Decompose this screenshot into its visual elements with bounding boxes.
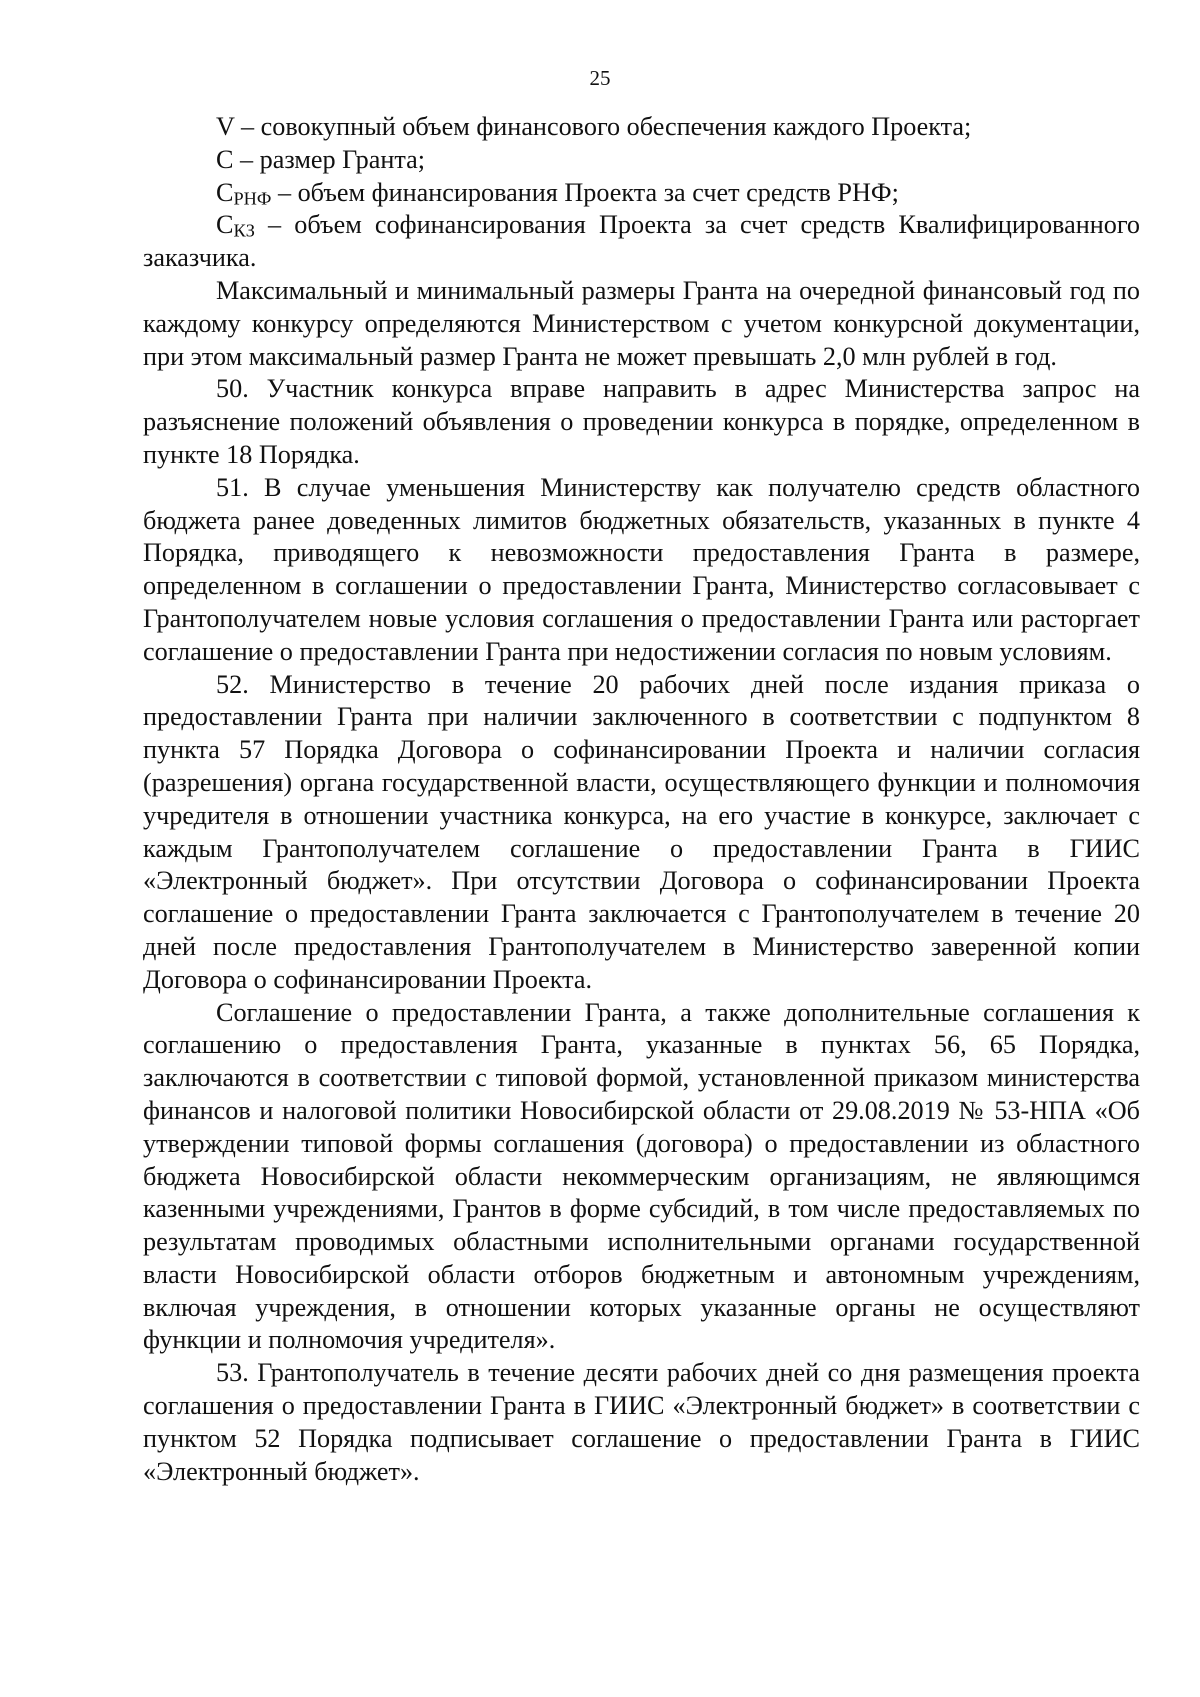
paragraph-52-agreement: Соглашение о предоставлении Гранта, а также дополнительные соглашения к соглашению о предоставления Гранта, указанные в пунктах 56, 65 Порядка, заключаются в соответствии с типовой формой, установленной приказом министерства финансов и налоговой политики Новосибирской области от 29.08.2019 № 53-НПА «Об утверждении типовой формы соглашения (договора) о предоставлении из областного бюджета Новосибирской области некоммерческим организациям, не являющимся казенными учреждениями, Грантов в форме субсидий, в том числе предоставляемых по результатам проводимых областными исполнительными органами государственной власти Новосибирской области отборов бюджетным и автономным учреждениям, включая учреждения, в отношении которых указанные органы не осуществляют функции и полномочия учредителя». — [143, 997, 1140, 1355]
definition-subscript: РНФ — [233, 188, 272, 209]
definition-subscript: КЗ — [233, 221, 255, 242]
page-number: 25 — [589, 66, 611, 90]
paragraph-51: 51. В случае уменьшения Министерству как получателю средств областного бюджета ранее доведенных лимитов бюджетных обязательств, указанных в пункте 4 Порядка, приводящего к невозможности предоставления Гранта в размере, определенном в соглашении о предоставлении Гранта, Министерство согласовывает с Грантополучателем новые условия соглашения о предоставлении Гранта или расторгает соглашение о предоставлении Гранта при недостижении согласия по новым условиям. — [143, 472, 1140, 666]
document-body — [143, 111, 1140, 1488]
definition-text: – размер Гранта; — [233, 144, 426, 174]
definition-text: – совокупный объем финансового обеспечения каждого Проекта; — [234, 112, 972, 141]
definition-symbol: С — [216, 177, 234, 207]
definition-text: – объем софинансирования Проекта за счет средств Квалифицированного заказчика. — [143, 210, 1140, 273]
definition-symbol: С — [216, 144, 234, 174]
paragraph-grant-size: Максимальный и минимальный размеры Гранта на очередной финансовый год по каждому конкурсу определяются Министерством с учетом конкурсной документации, при этом максимальный размер Гранта не может превышать 2,0 млн рублей в год. — [143, 275, 1140, 371]
paragraph-50: 50. Участник конкурса вправе направить в адрес Министерства запрос на разъяснение положений объявления о проведении конкурса в порядке, определенном в пункте 18 Порядка. — [143, 374, 1140, 469]
definition-c-rnf — [143, 177, 1140, 210]
definition-v — [143, 111, 1140, 144]
definition-symbol: V — [216, 112, 235, 141]
definition-c — [143, 144, 1140, 177]
paragraph-53: 53. Грантополучатель в течение десяти рабочих дней со дня размещения проекта соглашения о предоставлении Гранта в ГИИС «Электронный бюджет» в соответствии с пунктом 52 Порядка подписывает соглашение о предоставлении Гранта в ГИИС «Электронный бюджет». — [143, 1358, 1140, 1486]
definition-symbol: С — [216, 210, 234, 240]
paragraph-52: 52. Министерство в течение 20 рабочих дней после издания приказа о предоставлении Гранта при наличии заключенного в соответствии с подпунктом 8 пункта 57 Порядка Договора о софинансировании Проекта и наличии согласия (разрешения) органа государственной власти, осуществляющего функции и полномочия учредителя в отношении участника конкурса, на его участие в конкурсе, заключает с каждым Грантополучателем соглашение о предоставлении Гранта в ГИИС «Электронный бюджет». При отсутствии Договора о софинансировании Проекта соглашение о предоставлении Гранта заключается с Грантополучателем в течение 20 дней после предоставления Грантополучателем в Министерство заверенной копии Договора о софинансировании Проекта. — [143, 669, 1140, 994]
definition-c-kz — [143, 209, 1140, 275]
definition-text: – объем финансирования Проекта за счет средств РНФ; — [271, 177, 899, 207]
